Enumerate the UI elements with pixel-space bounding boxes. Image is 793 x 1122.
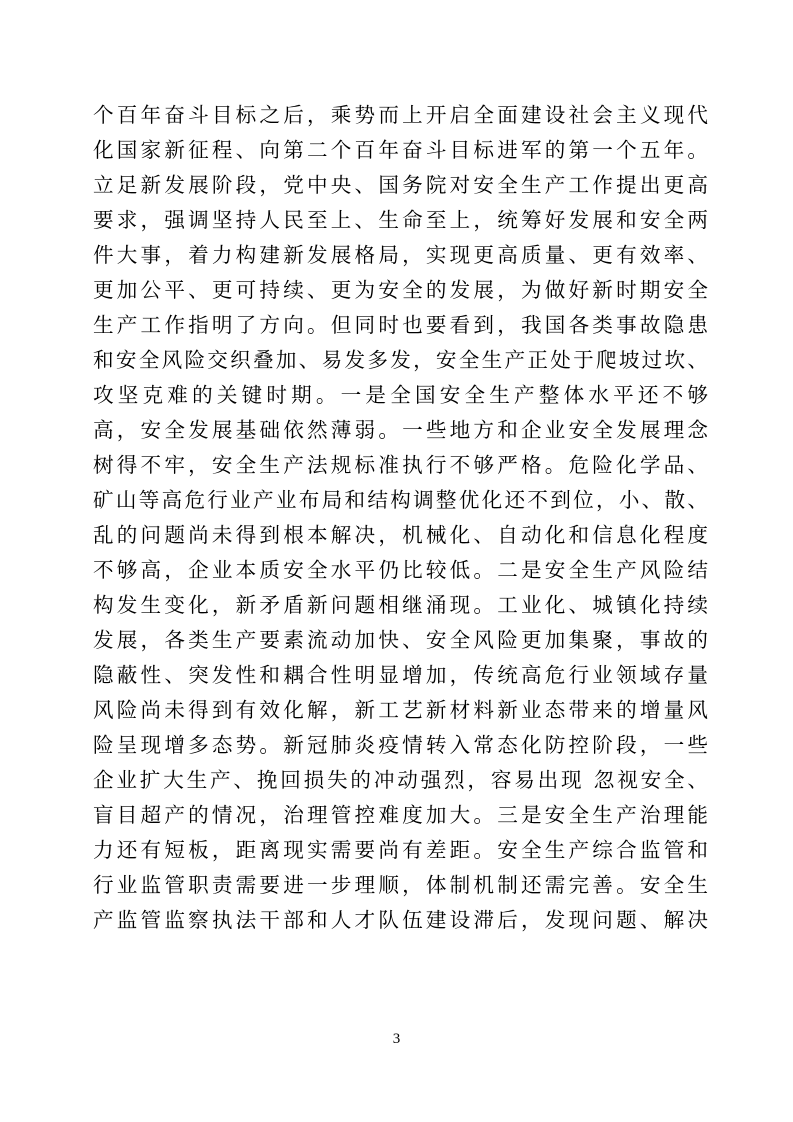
text-line: 构发生变化，新矛盾新问题相继涌现。工业化、城镇化持续 <box>93 593 708 617</box>
text-line: 树得不牢，安全生产法规标准执行不够严格。危险化学品、 <box>93 453 708 477</box>
text-line: 乱的问题尚未得到根本解决，机械化、自动化和信息化程度 <box>93 523 708 547</box>
text-line: 矿山等高危行业产业布局和结构调整优化还不到位，小、散、 <box>93 488 708 512</box>
text-line: 盲目超产的情况，治理管控难度加大。三是安全生产治理能 <box>93 803 708 827</box>
text-line: 生产工作指明了方向。但同时也要看到，我国各类事故隐患 <box>93 313 708 337</box>
text-line: 个百年奋斗目标之后，乘势而上开启全面建设社会主义现代 <box>93 103 708 127</box>
page-number: 3 <box>392 1031 401 1047</box>
text-line: 发展，各类生产要素流动加快、安全风险更加集聚，事故的 <box>93 628 708 652</box>
text-line: 行业监管职责需要进一步理顺，体制机制还需完善。安全生 <box>93 873 708 897</box>
text-line: 隐蔽性、突发性和耦合性明显增加，传统高危行业领域存量 <box>93 663 708 687</box>
text-line: 件大事，着力构建新发展格局，实现更高质量、更有效率、 <box>93 243 708 267</box>
text-line: 化国家新征程、向第二个百年奋斗目标进军的第一个五年。 <box>93 138 708 162</box>
text-line: 攻坚克难的关键时期。一是全国安全生产整体水平还不够 <box>93 383 708 407</box>
text-line: 企业扩大生产、挽回损失的冲动强烈，容易出现 忽视安全、 <box>93 768 708 792</box>
text-line: 风险尚未得到有效化解，新工艺新材料新业态带来的增量风 <box>93 698 708 722</box>
text-line: 立足新发展阶段，党中央、国务院对安全生产工作提出更高 <box>93 173 708 197</box>
body-text <box>93 98 708 938</box>
text-line: 不够高，企业本质安全水平仍比较低。二是安全生产风险结 <box>93 558 708 582</box>
text-line: 要求，强调坚持人民至上、生命至上，统筹好发展和安全两 <box>93 208 708 232</box>
text-line: 高，安全发展基础依然薄弱。一些地方和企业安全发展理念 <box>93 418 708 442</box>
text-line: 力还有短板，距离现实需要尚有差距。安全生产综合监管和 <box>93 838 708 862</box>
text-line: 更加公平、更可持续、更为安全的发展，为做好新时期安全 <box>93 278 708 302</box>
text-line: 和安全风险交织叠加、易发多发，安全生产正处于爬坡过坎、 <box>93 348 708 372</box>
text-line: 险呈现增多态势。新冠肺炎疫情转入常态化防控阶段，一些 <box>93 733 708 757</box>
text-line: 产监管监察执法干部和人才队伍建设滞后，发现问题、解决 <box>93 908 708 932</box>
